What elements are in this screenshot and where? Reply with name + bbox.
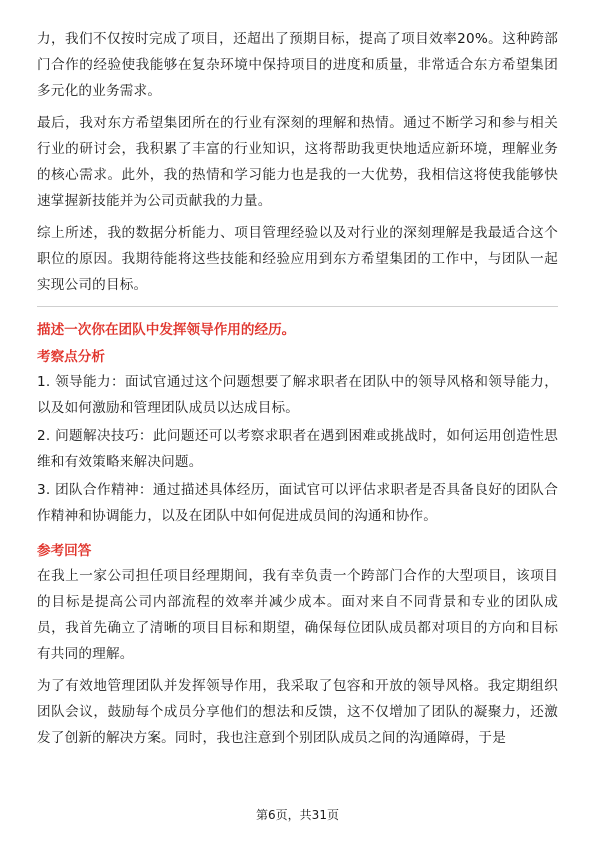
- document-page: [37, 26, 558, 757]
- spacer: [37, 531, 558, 539]
- analysis-title: 考察点分析: [37, 349, 105, 365]
- page-number-footer: 第6页，共31页: [256, 808, 339, 822]
- intro-paragraph-1: 力，我们不仅按时完成了项目，还超出了预期目标，提高了项目效率20%。这种跨部门合作的经验使我能够在复杂环境中保持项目的进度和质量，非常适合东方希望集团多元化的业务需求。: [37, 31, 558, 99]
- answer-paragraph-1: 在我上一家公司担任项目经理期间，我有幸负责一个跨部门合作的大型项目，该项目的目标是提高公司内部流程的效率并减少成本。面对来自不同背景和专业的团队成员，我首先确立了清晰的项目目标和期望，确保每位团队成员都对项目的方向和目标有共同的理解。: [37, 568, 558, 662]
- analysis-item-3: 3. 团队合作精神：通过描述具体经历，面试官可以评估求职者是否具备良好的团队合作精神和协调能力，以及在团队中如何促进成员间的沟通和协作。: [37, 482, 558, 524]
- intro-paragraph-3: 综上所述，我的数据分析能力、项目管理经验以及对行业的深刻理解是我最适合这个职位的原因。我期待能将这些技能和经验应用到东方希望集团的工作中，与团队一起实现公司的目标。: [37, 225, 558, 293]
- answer-title: 参考回答: [37, 543, 92, 559]
- question-heading: 描述一次你在团队中发挥领导作用的经历。: [37, 322, 296, 338]
- answer-paragraph-2: 为了有效地管理团队并发挥领导作用，我采取了包容和开放的领导风格。我定期组织团队会议，鼓励每个成员分享他们的想法和反馈，这不仅增加了团队的凝聚力，还激发了创新的解决方案。同时，我也注意到个别团队成员之间的沟通障碍，于是: [37, 678, 558, 746]
- section-divider: [37, 306, 558, 307]
- intro-paragraph-2: 最后，我对东方希望集团所在的行业有深刻的理解和热情。通过不断学习和参与相关行业的研讨会，我积累了丰富的行业知识，这将帮助我更快地适应新环境，理解业务的核心需求。此外，我的热情和学习能力也是我的一大优势，我相信这将使我能够快速掌握新技能并为公司贡献我的力量。: [37, 115, 558, 209]
- analysis-item-1: 1. 领导能力：面试官通过这个问题想要了解求职者在团队中的领导风格和领导能力，以及如何激励和管理团队成员以达成目标。: [37, 374, 558, 416]
- analysis-item-2: 2. 问题解决技巧：此问题还可以考察求职者在遇到困难或挑战时，如何运用创造性思维和有效策略来解决问题。: [37, 428, 558, 470]
